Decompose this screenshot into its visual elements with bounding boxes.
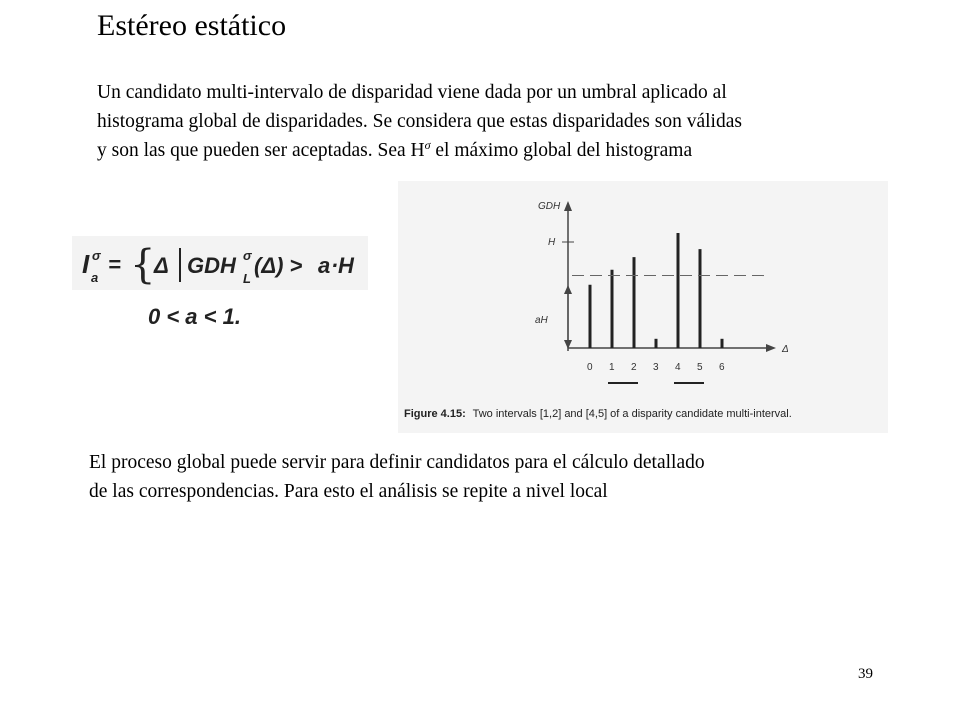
x-axis-arrow	[766, 344, 776, 352]
outro-line-1: El proceso global puede servir para definir candidatos para el cálculo detallado	[89, 452, 705, 473]
outro-line-2: de las correspondencias. Para esto el análisis se repite a nivel local	[89, 481, 608, 502]
svg-text:σ: σ	[92, 248, 101, 263]
svg-text:a: a	[91, 270, 99, 285]
svg-text:a: a	[318, 253, 331, 278]
y-axis-label: GDH	[538, 201, 561, 212]
x-tick-1: 1	[609, 362, 615, 373]
y-tick-h: H	[548, 237, 556, 248]
outro-paragraph	[89, 448, 889, 506]
svg-text:(Δ) >: (Δ) >	[254, 253, 303, 278]
x-axis-label: Δ	[782, 344, 789, 355]
intro-line-2: histograma global de disparidades. Se considera que estas disparidades son válidas	[97, 111, 742, 132]
x-tick-6: 6	[719, 362, 725, 373]
svg-text:σ: σ	[243, 248, 252, 263]
slide-title: Estéreo estático	[97, 9, 287, 42]
svg-text:Δ: Δ	[154, 253, 169, 278]
figure-caption-label: Figure 4.15:	[404, 408, 466, 420]
formula-line-2	[144, 296, 264, 336]
figure-caption	[404, 408, 792, 420]
x-tick-0: 0	[587, 362, 593, 373]
svg-text:=: =	[108, 252, 121, 277]
intro-line-3-prefix: y son las que pueden ser aceptadas. Sea H	[97, 140, 425, 161]
intro-line-1: Un candidato multi-intervalo de disparidad viene dada por un umbral aplicado al	[97, 82, 727, 103]
x-tick-2: 2	[631, 362, 637, 373]
svg-text:·: ·	[331, 253, 339, 278]
svg-text:H: H	[338, 253, 354, 278]
y-axis-arrow	[564, 201, 572, 211]
formula-line-1	[72, 236, 368, 290]
svg-text:{: {	[130, 242, 156, 288]
intro-paragraph	[97, 78, 897, 165]
x-tick-4: 4	[675, 362, 681, 373]
x-tick-3: 3	[653, 362, 659, 373]
histogram-figure	[398, 181, 888, 433]
figure-caption-text: Two intervals [1,2] and [4,5] of a disparity candidate multi-interval.	[472, 408, 792, 420]
formula-image	[72, 226, 368, 346]
y-tick-ah: aH	[535, 315, 548, 326]
formula-constraint: 0 < a < 1.	[148, 304, 241, 329]
svg-text:I: I	[82, 249, 90, 279]
sigma-superscript: σ	[424, 138, 431, 152]
svg-text:GDH: GDH	[187, 253, 236, 278]
intro-line-3	[97, 136, 897, 165]
page-number: 39	[858, 666, 873, 682]
x-tick-5: 5	[697, 362, 703, 373]
ah-arrow-up	[564, 285, 572, 294]
intro-line-3-suffix: el máximo global del histograma	[430, 140, 693, 161]
svg-text:L: L	[243, 271, 251, 286]
